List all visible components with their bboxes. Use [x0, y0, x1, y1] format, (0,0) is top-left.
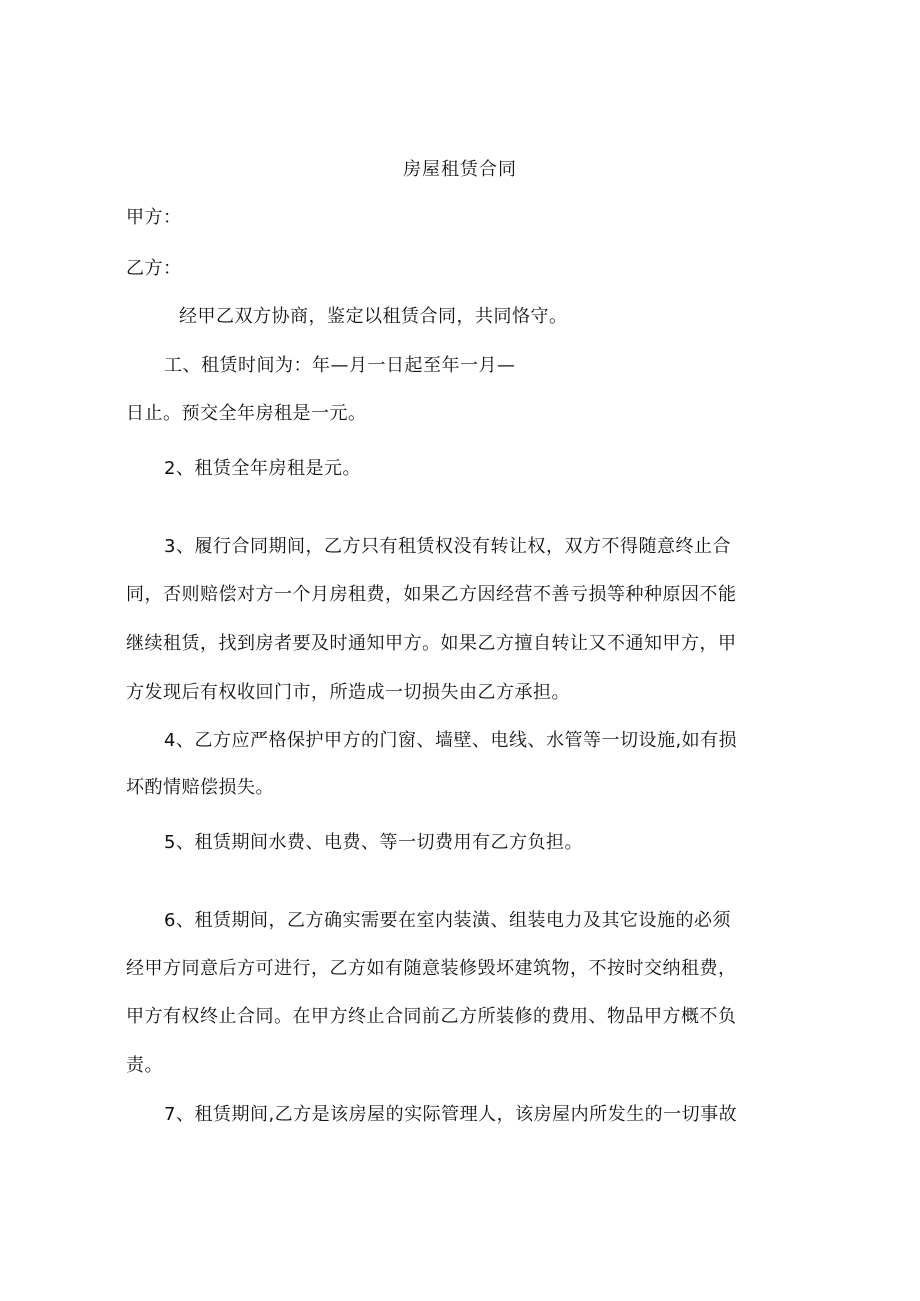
- clause-4-line-2: 坏酌情赔偿损失。: [126, 777, 274, 798]
- clause-1-line-2: 日止。预交全年房租是一元。: [126, 403, 367, 424]
- clause-6-line-1: 6、租赁期间，乙方确实需要在室内装潢、组装电力及其它设施的必须: [164, 910, 731, 931]
- document-title: 房屋租赁合同: [403, 159, 517, 180]
- clause-7-line-1: 7、租赁期间,乙方是该房屋的实际管理人，该房屋内所发生的一切事故: [164, 1104, 738, 1125]
- clause-4-line-1: 4、乙方应严格保护甲方的门窗、墙壁、电线、水管等一切设施,如有损: [164, 730, 738, 751]
- party-b-label: 乙方：: [126, 258, 182, 279]
- clause-5-line-1: 5、租赁期间水费、电费、等一切费用有乙方负担。: [164, 832, 583, 853]
- clause-3-line-4: 方发现后有权收回门市，所造成一切损失由乙方承担。: [126, 682, 570, 703]
- clause-2-line-1: 2、租赁全年房租是元。: [164, 458, 361, 479]
- clause-6-line-3: 甲方有权终止合同。在甲方终止合同前乙方所装修的费用、物品甲方概不负: [126, 1006, 737, 1027]
- clause-3-line-1: 3、履行合同期间，乙方只有租赁权没有转让权，双方不得随意终止合: [164, 536, 731, 557]
- clause-6-line-2: 经甲方同意后方可进行，乙方如有随意装修毁坏建筑物，不按时交纳租费，: [126, 958, 737, 979]
- clause-3-line-2: 同，否则赔偿对方一个月房租费，如果乙方因经营不善亏损等种种原因不能: [126, 584, 737, 605]
- clause-6-line-4: 责。: [126, 1055, 163, 1076]
- intro-paragraph: 经甲乙双方协商，鉴定以租赁合同，共同恪守。: [179, 306, 568, 327]
- clause-1-line-1: 工、租赁时间为：年—月一日起至年一月—: [164, 355, 516, 376]
- party-a-label: 甲方：: [126, 207, 182, 228]
- clause-3-line-3: 继续租赁，找到房者要及时通知甲方。如果乙方擅自转让又不通知甲方，甲: [126, 633, 737, 654]
